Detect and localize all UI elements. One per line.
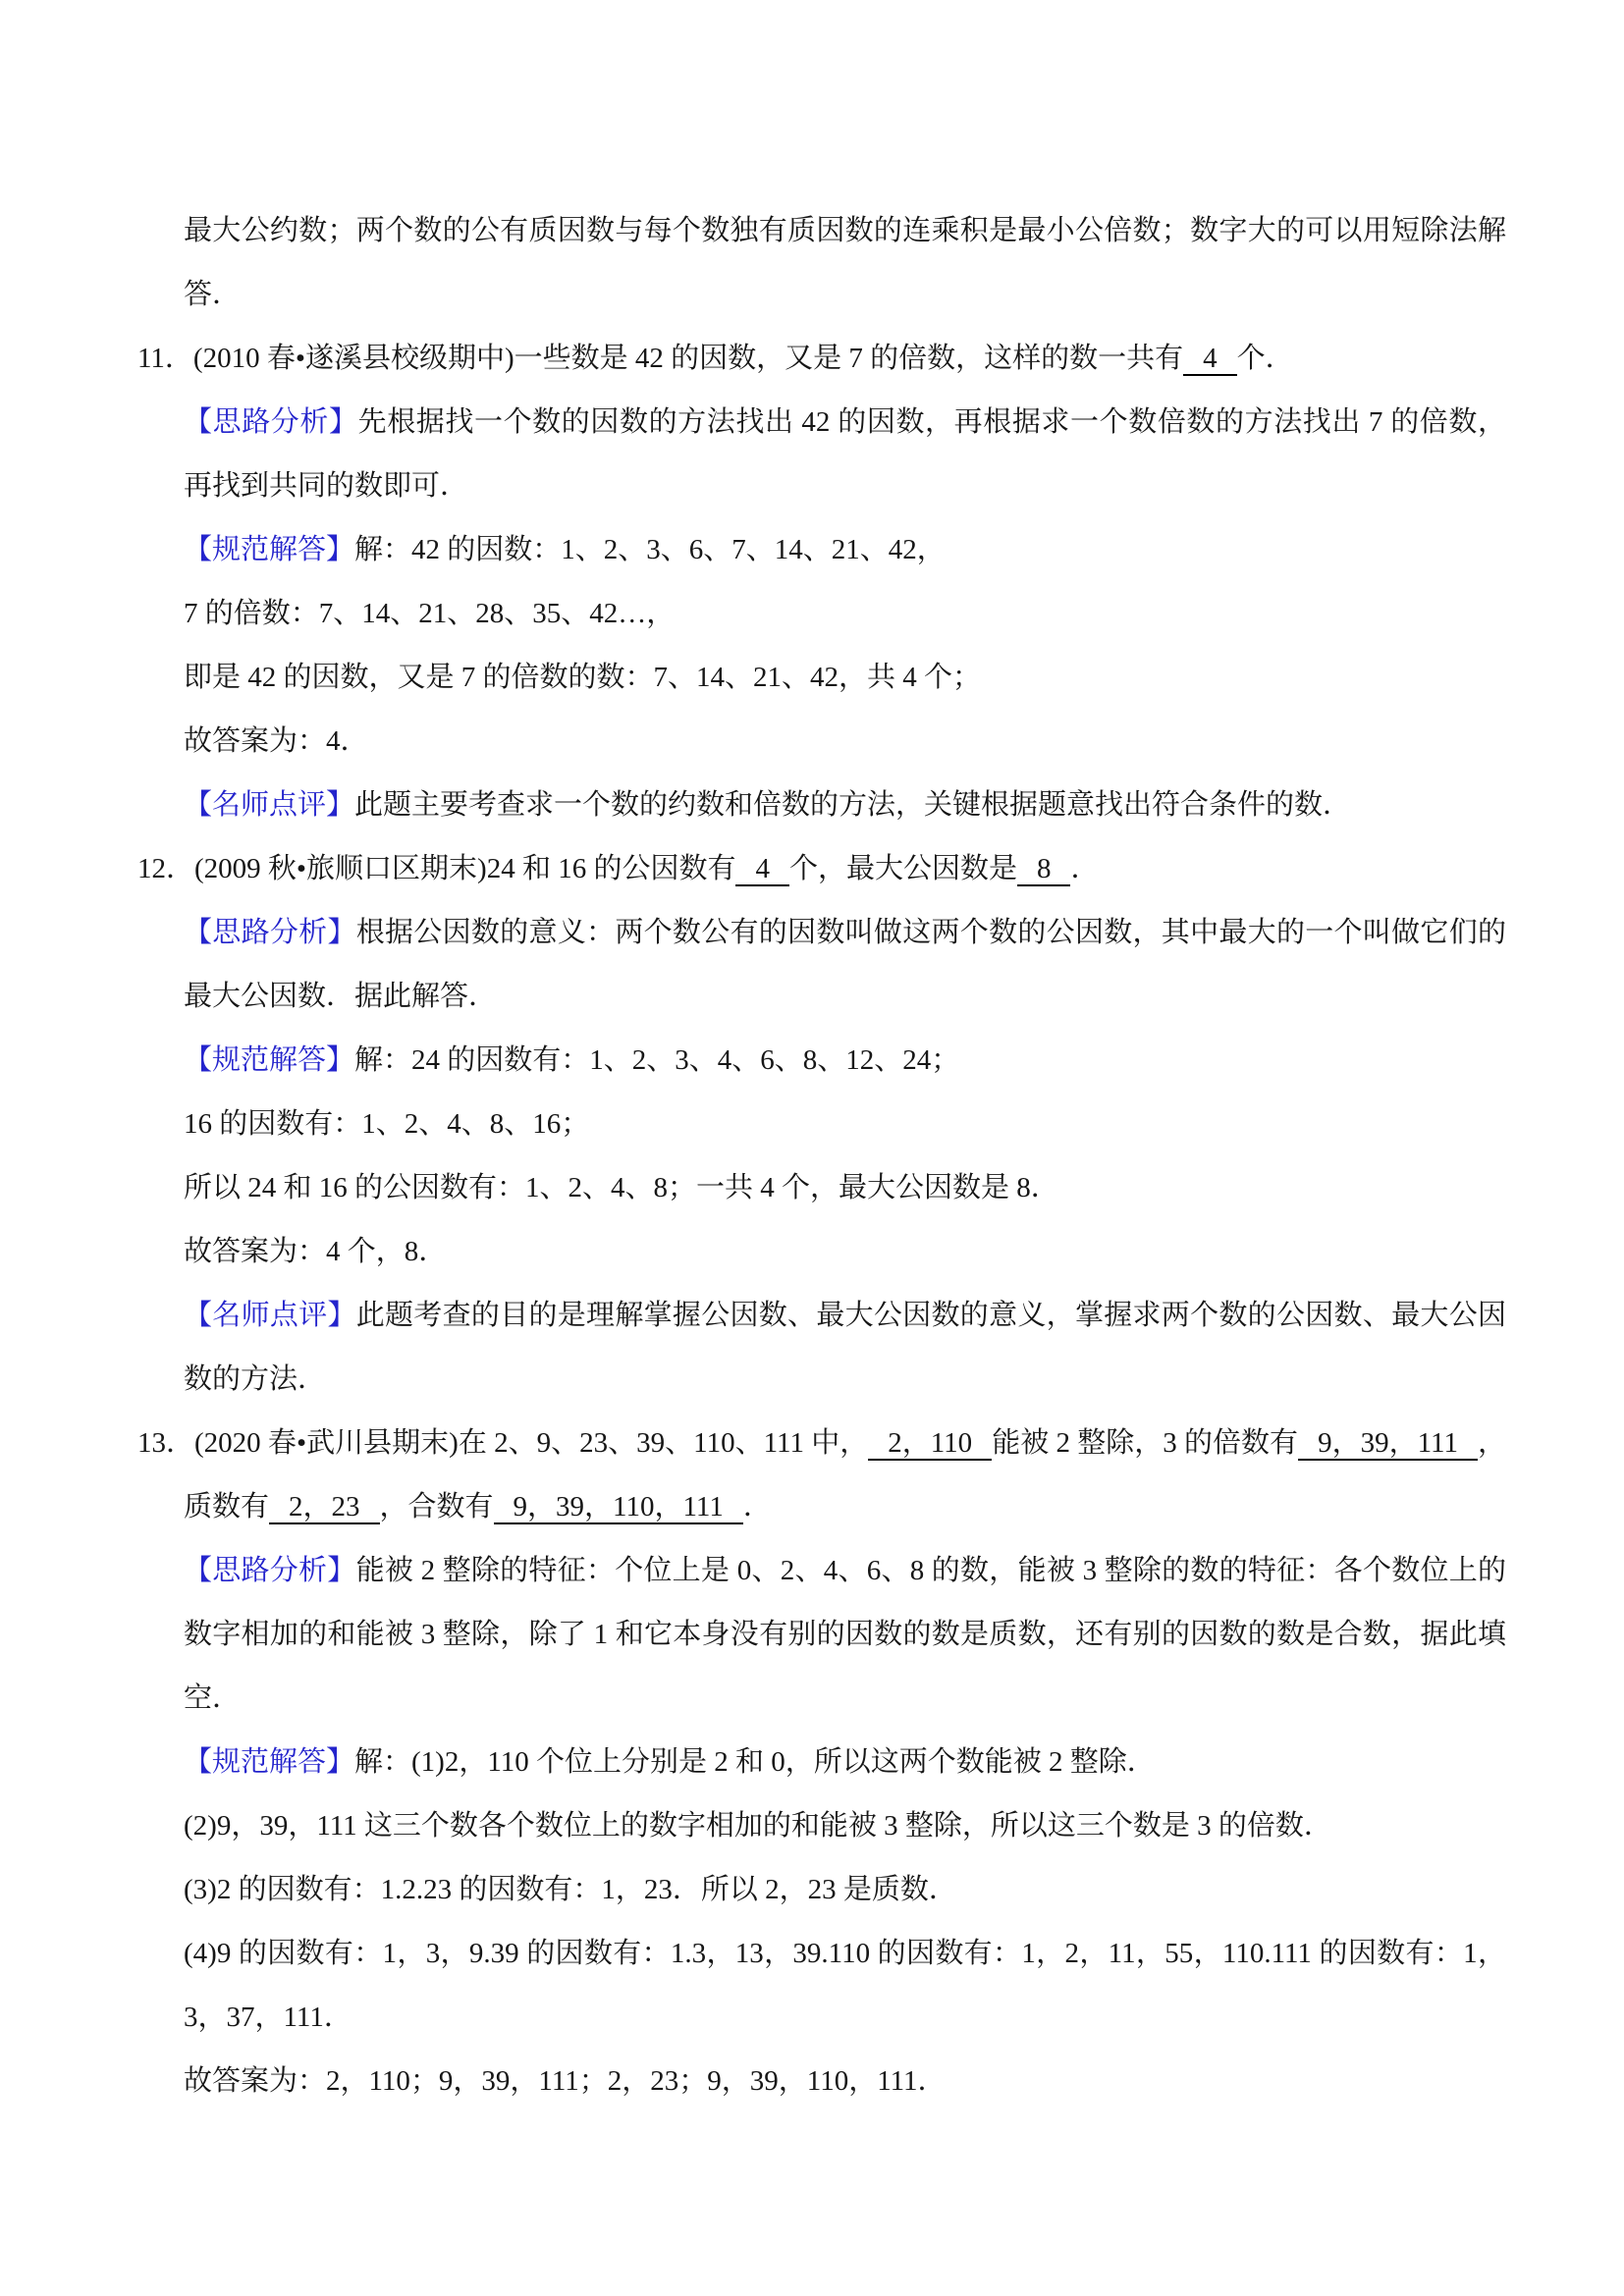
body-paragraph [184, 1093, 1506, 1156]
text-run: 先根据找一个数的因数的方法找出 42 的因数，再根据求一个数倍数的方法找出 7 的倍数，再找到共同的数即可． [184, 406, 1506, 502]
answer-blank: 2，110 [868, 1427, 992, 1461]
body-paragraph [184, 1220, 1506, 1284]
text-run: 7 的倍数：7、14、21、28、35、42…， [184, 598, 676, 629]
solution-paragraph [184, 1029, 1506, 1093]
text-run: 能被 2 整除，3 的倍数有 [992, 1427, 1299, 1459]
body-paragraph [184, 1858, 1506, 1922]
body-paragraph [184, 710, 1506, 774]
section-label: 【名师点评】 [184, 1300, 356, 1331]
answer-blank: 8 [1017, 853, 1071, 886]
text-run: 故答案为：4． [184, 725, 369, 757]
section-label: 【思路分析】 [184, 1555, 356, 1586]
text-run: 12．(2009 秋•旅顺口区期末)24 和 16 的公因数有 [137, 853, 736, 884]
text-run: 个，最大公因数是 [788, 853, 1017, 884]
text-run: 故答案为：4 个，8． [184, 1236, 448, 1267]
text-run: ． [742, 1491, 772, 1522]
text-run: 故答案为：2，110；9，39，111；2，23；9，39，110，111． [184, 2065, 947, 2097]
text-run: 所以 24 和 16 的公因数有：1、2、4、8；一共 4 个，最大公因数是 8． [184, 1172, 1059, 1203]
section-label: 【思路分析】 [184, 917, 356, 948]
section-label: 【规范解答】 [184, 1746, 355, 1778]
text-run: 即是 42 的因数，又是 7 的倍数的数：7、14、21、42，共 4 个； [184, 662, 982, 693]
text-run: 个． [1236, 343, 1294, 374]
text-run: 此题主要考查求一个数的约数和倍数的方法，关键根据题意找出符合条件的数． [354, 789, 1352, 821]
body-paragraph [184, 646, 1506, 710]
body-paragraph [184, 2050, 1506, 2113]
solution-paragraph [184, 518, 1506, 582]
analysis-paragraph [184, 901, 1506, 1029]
body-paragraph [184, 1156, 1506, 1220]
text-run: (3)2 的因数有：1.2.23 的因数有：1，23．所以 2，23 是质数． [184, 1874, 957, 1905]
comment-paragraph [184, 1284, 1506, 1412]
text-run: (4)9 的因数有：1，3，9.39 的因数有：1.3，13，39.110 的因数有：1，2，11，55，110.111 的因数有：1，3，37，111． [184, 1938, 1506, 2033]
text-run: 16 的因数有：1、2、4、8、16； [184, 1108, 590, 1140]
section-label: 【规范解答】 [184, 1044, 355, 1076]
text-run: ． [1070, 853, 1100, 884]
question-paragraph [137, 837, 1506, 901]
body-paragraph [184, 1794, 1506, 1858]
answer-blank: 9，39，110，111 [494, 1491, 743, 1524]
solution-paragraph [184, 1731, 1506, 1794]
continuation-paragraph [184, 199, 1506, 327]
text-run: 解：24 的因数有：1、2、3、4、6、8、12、24； [354, 1044, 960, 1076]
answer-blank: 4 [1183, 343, 1237, 376]
body-paragraph [184, 1922, 1506, 2050]
answer-blank: 2，23 [269, 1491, 380, 1524]
question-paragraph [137, 327, 1506, 391]
text-run: 根据公因数的意义：两个数公有的因数叫做这两个数的公因数，其中最大的一个叫做它们的最大公因数．据此解答． [184, 917, 1506, 1012]
section-label: 【思路分析】 [184, 406, 358, 438]
question-paragraph [137, 1412, 1506, 1539]
text-run: (2)9，39，111 这三个数各个数位上的数字相加的和能被 3 整除，所以这三个数是 3 的倍数． [184, 1810, 1332, 1842]
text-run: 解：(1)2，110 个位上分别是 2 和 0，所以这两个数能被 2 整除． [354, 1746, 1156, 1778]
body-paragraph [184, 582, 1506, 646]
text-run: ，质数有 [184, 1427, 1506, 1522]
answer-blank: 4 [735, 853, 789, 886]
text-run: 13．(2020 春•武川县期末)在 2、9、23、39、110、111 中， [137, 1427, 869, 1459]
answer-blank: 9，39，111 [1298, 1427, 1478, 1461]
text-run: 此题考查的目的是理解掌握公因数、最大公因数的意义，掌握求两个数的公因数、最大公因数的方法． [184, 1300, 1506, 1395]
section-label: 【名师点评】 [184, 789, 355, 821]
analysis-paragraph [184, 1539, 1506, 1731]
analysis-paragraph [184, 391, 1506, 518]
text-run: 最大公约数；两个数的公有质因数与每个数独有质因数的连乘积是最小公倍数；数字大的可以用短除法解答． [184, 215, 1506, 310]
text-run: 11．(2010 春•遂溪县校级期中)一些数是 42 的因数，又是 7 的倍数，这样的数一共有 [137, 343, 1184, 374]
text-run: 能被 2 整除的特征：个位上是 0、2、4、6、8 的数，能被 3 整除的数的特征：各个数位上的数字相加的和能被 3 整除，除了 1 和它本身没有别的因数的数是质数，还有别的因数的数是合数，据此填空． [184, 1555, 1506, 1714]
text-run: 解：42 的因数：1、2、3、6、7、14、21、42， [354, 534, 946, 565]
comment-paragraph [184, 774, 1506, 837]
text-run: ，合数有 [379, 1491, 494, 1522]
section-label: 【规范解答】 [184, 534, 355, 565]
